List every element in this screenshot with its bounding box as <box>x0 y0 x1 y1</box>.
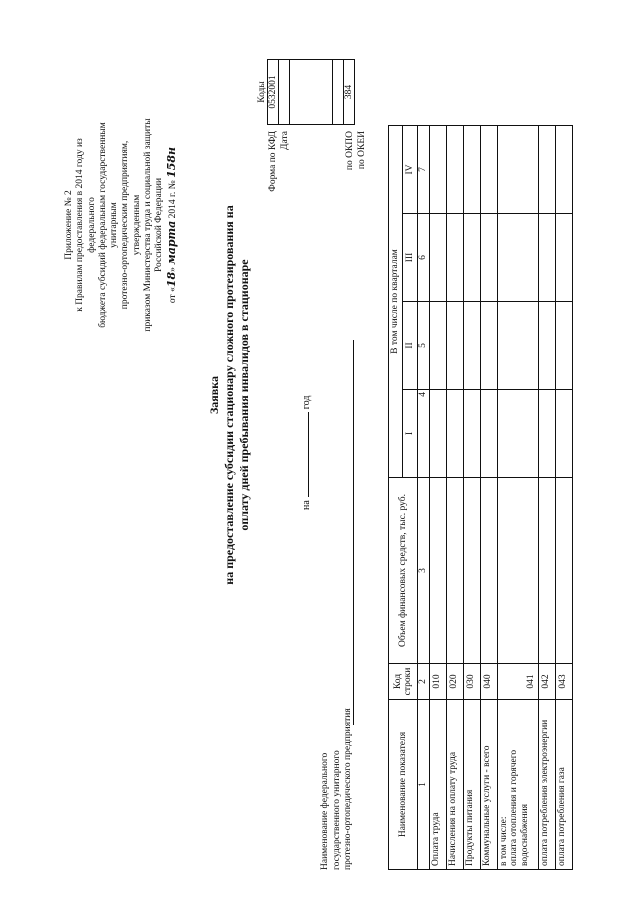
title-line: оплату дней пребывания инвалидов в стационаре <box>237 259 251 531</box>
table-row <box>555 126 572 870</box>
title-line: на предоставление субсидии стационару сложного протезирования на <box>222 205 236 585</box>
volume-cell[interactable] <box>429 478 446 664</box>
date-cell[interactable] <box>279 60 290 125</box>
appendix-line: бюджета субсидий федеральным государственным унитарным <box>97 122 120 328</box>
date-label: Дата <box>280 131 290 150</box>
organization-label: Наименование федерального государственного унитарного протезно-ортопедического предприятия <box>320 708 353 870</box>
year-blank[interactable] <box>299 412 309 497</box>
form-kfd-label: Форма по КФД <box>268 131 278 192</box>
document-title <box>207 105 252 685</box>
appendix-date: от «18» марта 2014 г. № 158н <box>164 146 178 304</box>
header-name: Наименование показателя <box>389 700 418 870</box>
period-line: нагод <box>301 395 312 510</box>
q3-cell[interactable] <box>446 214 463 302</box>
q3-cell[interactable] <box>538 214 555 302</box>
q3-cell[interactable] <box>480 214 497 302</box>
okpo-cell[interactable] <box>333 60 344 125</box>
header-quarter-2: II <box>402 302 417 390</box>
volume-cell[interactable] <box>463 478 480 664</box>
column-number: 1 <box>418 700 430 870</box>
row-name: оплата потребления электроэнергии <box>538 700 555 870</box>
header-quarters-group: В том числе по кварталам <box>389 126 403 478</box>
appendix-line: к Правилам предоставления в 2014 году из федерального <box>75 138 97 312</box>
q1-cell[interactable] <box>446 390 463 478</box>
appendix-line: Приложение № 2 <box>64 190 74 260</box>
q3-cell[interactable] <box>463 214 480 302</box>
handwritten-month: марта <box>164 220 178 265</box>
organization-blank-line[interactable] <box>353 340 354 725</box>
row-code: 020 <box>446 664 463 700</box>
form-code-cell: 0532001 <box>268 60 279 125</box>
header-volume: Объем финансовых средств, тыс. руб. <box>389 478 418 664</box>
row-code: 041 <box>497 664 538 700</box>
volume-cell[interactable] <box>497 478 538 664</box>
volume-cell[interactable] <box>446 478 463 664</box>
table-row <box>497 126 538 870</box>
q1-cell[interactable] <box>463 390 480 478</box>
row-code: 043 <box>555 664 572 700</box>
q4-cell[interactable] <box>480 126 497 214</box>
title-line: Заявка <box>207 375 221 415</box>
q3-cell[interactable] <box>429 214 446 302</box>
q3-cell[interactable] <box>555 214 572 302</box>
volume-cell[interactable] <box>555 478 572 664</box>
header-quarter-1: I <box>402 390 417 478</box>
q4-cell[interactable] <box>463 126 480 214</box>
row-name: Коммунальные услуги - всего <box>480 700 497 870</box>
q1-cell[interactable] <box>480 390 497 478</box>
table-row <box>429 126 446 870</box>
q1-cell[interactable] <box>555 390 572 478</box>
q1-cell[interactable] <box>538 390 555 478</box>
column-number: 6 <box>418 214 430 302</box>
volume-cell[interactable] <box>480 478 497 664</box>
table-row <box>538 126 555 870</box>
q4-cell[interactable] <box>429 126 446 214</box>
q2-cell[interactable] <box>555 302 572 390</box>
okpo-label: по ОКПО <box>345 131 355 171</box>
q2-cell[interactable] <box>446 302 463 390</box>
q2-cell[interactable] <box>497 302 538 390</box>
q2-cell[interactable] <box>463 302 480 390</box>
row-name: Начисления на оплату труда <box>446 700 463 870</box>
row-name: Оплата труда <box>429 700 446 870</box>
row-code: 030 <box>463 664 480 700</box>
row-name: Продукты питания <box>463 700 480 870</box>
table-row <box>480 126 497 870</box>
appendix-line: Российской Федерации <box>154 177 165 273</box>
handwritten-number: 158н <box>164 146 178 178</box>
column-number: 5 <box>418 302 430 390</box>
row-name: оплата потребления газа <box>555 700 572 870</box>
row-code: 042 <box>538 664 555 700</box>
table-row <box>463 126 480 870</box>
codes-header: Коды <box>257 60 268 125</box>
column-number: 7 <box>418 126 430 214</box>
handwritten-day: 18 <box>164 271 178 288</box>
row-code: 010 <box>429 664 446 700</box>
okei-cell: 384 <box>344 60 355 125</box>
header-quarter-4: IV <box>402 126 417 214</box>
column-number: 4 <box>418 390 430 478</box>
q1-cell[interactable] <box>429 390 446 478</box>
q2-cell[interactable] <box>538 302 555 390</box>
q2-cell[interactable] <box>480 302 497 390</box>
q4-cell[interactable] <box>446 126 463 214</box>
q4-cell[interactable] <box>497 126 538 214</box>
q4-cell[interactable] <box>555 126 572 214</box>
appendix-line: приказом Министерства труда и социальной защиты <box>143 118 154 332</box>
row-name: в том числе: оплата отопления и горячего водоснабжения <box>497 700 538 870</box>
volume-cell[interactable] <box>538 478 555 664</box>
q4-cell[interactable] <box>538 126 555 214</box>
appendix-block <box>64 115 179 335</box>
table-row <box>446 126 463 870</box>
header-code: Код строки <box>389 664 418 700</box>
blank-code-cell[interactable] <box>290 60 333 125</box>
appendix-line: протезно-ортопедическим предприятиям, утвержденным <box>120 140 142 310</box>
codes-box <box>257 59 355 125</box>
column-number: 3 <box>418 478 430 664</box>
header-quarter-3: III <box>402 214 417 302</box>
okei-label: по ОКЕИ <box>357 131 367 170</box>
q3-cell[interactable] <box>497 214 538 302</box>
q1-cell[interactable] <box>497 390 538 478</box>
column-number: 2 <box>418 664 430 700</box>
q2-cell[interactable] <box>429 302 446 390</box>
row-code: 040 <box>480 664 497 700</box>
subsidy-table <box>388 125 573 870</box>
